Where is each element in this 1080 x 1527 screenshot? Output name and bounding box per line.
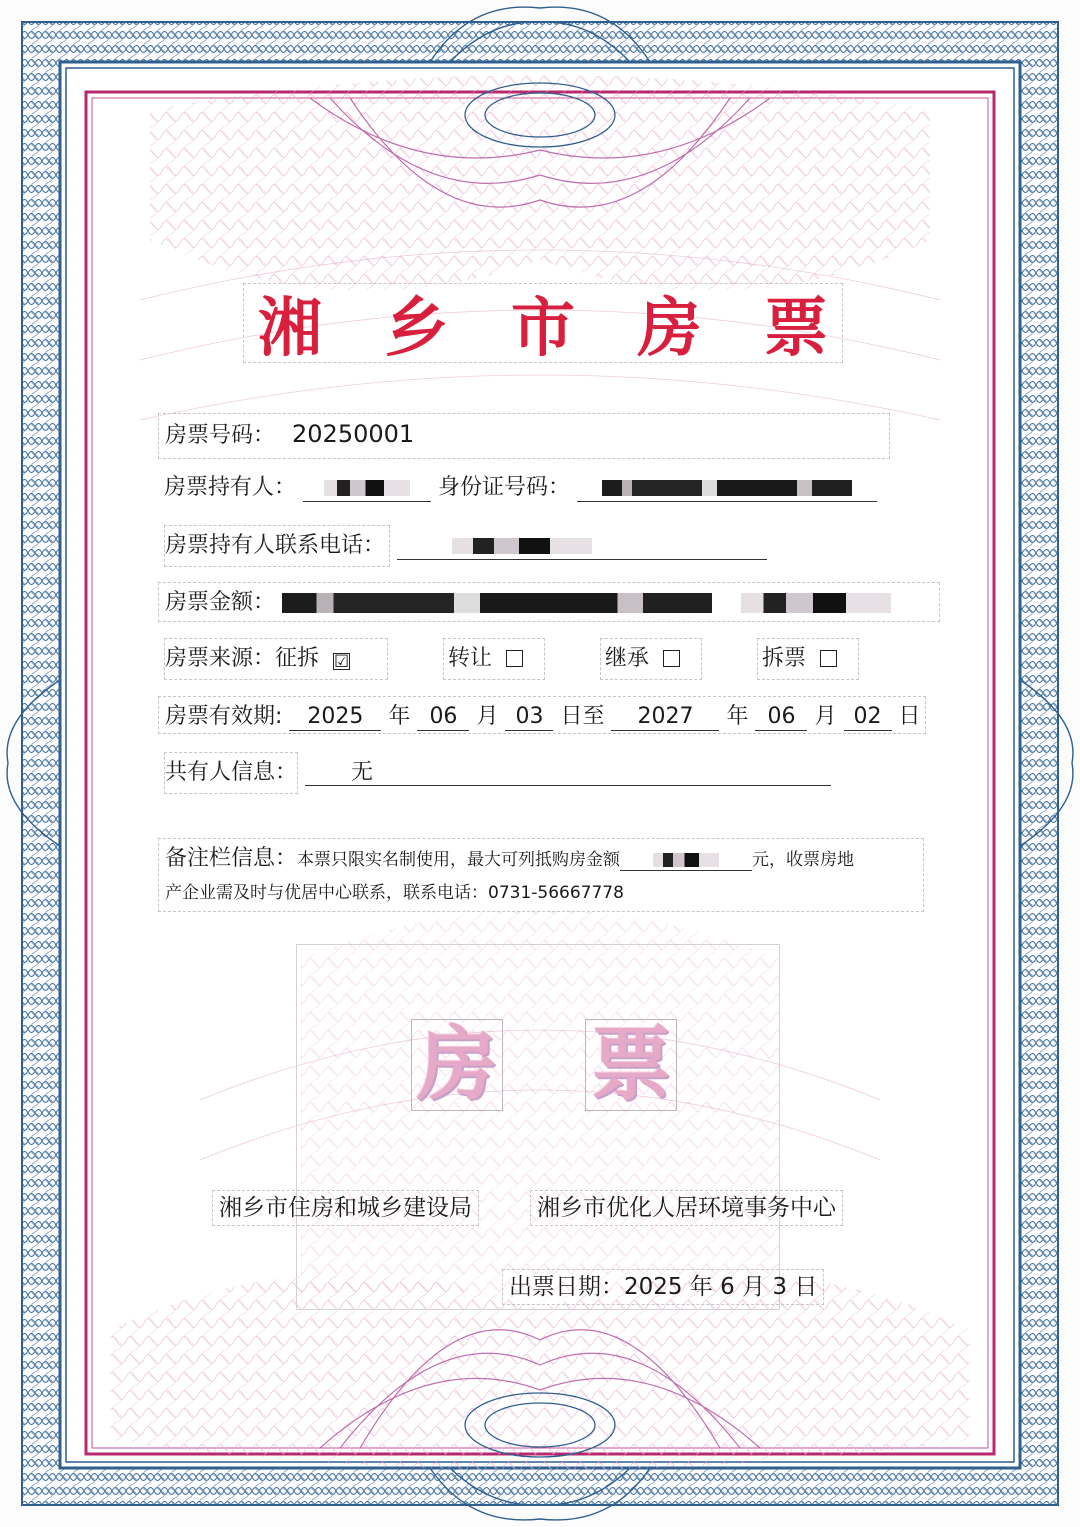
stamp-char: 房 [411, 1019, 503, 1111]
source-option-inheritance [600, 638, 702, 680]
source-option-label: 继承 [605, 646, 650, 671]
source-option-transfer [443, 638, 545, 680]
remarks-text-a: 本票只限实名制使用，最大可列抵购房金额 [297, 850, 621, 870]
issue-date: 出票日期：2025 年 6 月 3 日 [502, 1269, 824, 1305]
day-char: 日 [898, 704, 921, 729]
redaction-mask [602, 480, 852, 496]
id-number-redacted [577, 471, 877, 502]
redaction-mask [452, 538, 592, 554]
stamp-char: 票 [585, 1019, 677, 1111]
amount-row [158, 582, 940, 622]
validity-row [158, 696, 926, 734]
coowner-row [158, 752, 864, 792]
title-char: 乡 [384, 292, 449, 366]
ticket-number-value: 20250001 [292, 420, 415, 448]
holder-row [158, 468, 914, 514]
stamp-area [296, 944, 780, 1310]
source-option-split [757, 638, 859, 680]
source-option-label: 征拆 [275, 646, 320, 671]
title-char: 房 [637, 292, 702, 366]
end-year: 2027 [611, 700, 719, 731]
source-label: 房票来源： [165, 646, 276, 671]
coowner-value: 无 [305, 756, 831, 786]
source-option-label: 转让 [448, 646, 493, 671]
month-char: 月 [814, 704, 837, 729]
redaction-mask [324, 480, 410, 496]
title-char: 湘 [258, 292, 322, 366]
checkbox-unchecked [820, 650, 837, 667]
remarks-text-b: 元，收票房地 [752, 850, 855, 870]
remarks-box [158, 838, 924, 912]
end-month: 06 [755, 700, 807, 731]
source-option-expropriation [164, 638, 388, 680]
coowner-label: 共有人信息： [164, 752, 298, 794]
source-option-label: 拆票 [762, 646, 807, 671]
holder-label: 房票持有人： [164, 475, 297, 500]
holder-name-redacted [303, 471, 431, 502]
remarks-line-2: 产企业需及时与优居中心联系，联系电话：0731-56667778 [165, 883, 624, 903]
month-char: 月 [476, 704, 499, 729]
year-char: 年 [388, 704, 411, 729]
id-number-label: 身份证号码： [438, 475, 571, 500]
ticket-number-label: 房票号码： [165, 423, 276, 448]
amount-label: 房票金额： [165, 590, 276, 615]
day-to-char: 日至 [560, 704, 605, 729]
ticket-number-row [158, 413, 890, 459]
redaction-mask [653, 853, 719, 867]
checkbox-checked: ☑ [334, 652, 350, 672]
checkbox-unchecked [663, 650, 680, 667]
document-title [243, 283, 843, 366]
amount-redacted [282, 593, 712, 613]
phone-redacted [397, 529, 767, 560]
phone-row [158, 525, 804, 571]
year-char: 年 [726, 704, 749, 729]
remarks-label: 备注栏信息： [165, 846, 298, 871]
amount-redacted [741, 593, 891, 613]
title-char: 票 [764, 292, 828, 366]
phone-label: 房票持有人联系电话： [164, 525, 390, 567]
title-char: 市 [511, 292, 575, 366]
source-row [158, 638, 864, 678]
start-day: 03 [505, 700, 553, 731]
checkbox-unchecked [506, 650, 523, 667]
start-year: 2025 [289, 700, 381, 731]
start-month: 06 [417, 700, 469, 731]
issuer-habitat-center: 湘乡市优化人居环境事务中心 [530, 1190, 843, 1226]
validity-label: 房票有效期: [165, 704, 283, 729]
remarks-line-1 [165, 839, 923, 877]
issuer-housing-bureau: 湘乡市住房和城乡建设局 [212, 1190, 479, 1226]
max-amount-redacted [620, 850, 752, 871]
end-day: 02 [844, 700, 892, 731]
